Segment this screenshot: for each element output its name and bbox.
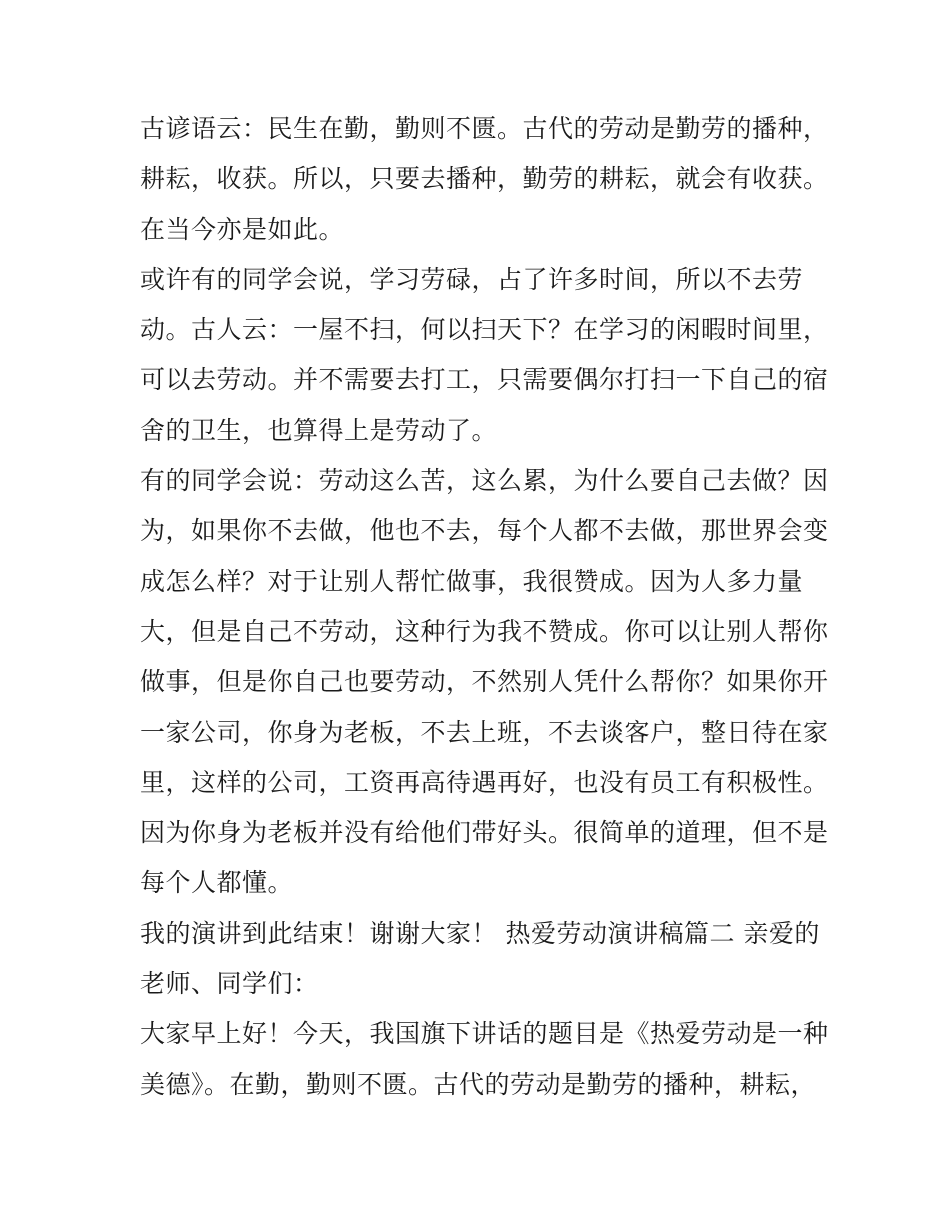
text-line: 耕耘，收获。所以，只要去播种，勤劳的耕耘，就会有收获。 — [140, 164, 829, 194]
text-line: 大家早上好！今天，我国旗下讲话的题目是《热爱劳动是一种 — [140, 1019, 829, 1049]
text-line: 美德》。在勤，勤则不匮。古代的劳动是勤劳的播种，耕耘， — [140, 1069, 817, 1099]
text-line: 为，如果你不去做，他也不去，每个人都不去做，那世界会变 — [140, 516, 829, 546]
text-line: 我的演讲到此结束！谢谢大家！ 热爱劳动演讲稿篇二 亲爱的 — [140, 918, 820, 948]
text-line: 或许有的同学会说，学习劳碌，占了许多时间，所以不去劳 — [140, 264, 804, 294]
text-line: 有的同学会说：劳动这么苦，这么累，为什么要自己去做？因 — [140, 466, 829, 496]
text-line: 在当今亦是如此。 — [140, 214, 345, 244]
text-line: 大，但是自己不劳动，这种行为我不赞成。你可以让别人帮你 — [140, 616, 829, 646]
text-line: 成怎么样？对于让别人帮忙做事，我很赞成。因为人多力量 — [140, 566, 804, 596]
text-line: 一家公司，你身为老板，不去上班，不去谈客户，整日待在家 — [140, 717, 829, 747]
text-line: 舍的卫生，也算得上是劳动了。 — [140, 415, 498, 445]
text-line: 每个人都懂。 — [140, 868, 294, 898]
text-line: 做事，但是你自己也要劳动，不然别人凭什么帮你？如果你开 — [140, 667, 829, 697]
text-line: 动。古人云：一屋不扫，何以扫天下？在学习的闲暇时间里， — [140, 315, 829, 345]
text-line: 可以去劳动。并不需要去打工，只需要偶尔打扫一下自己的宿 — [140, 365, 829, 395]
text-line: 因为你身为老板并没有给他们带好头。很简单的道理，但不是 — [140, 818, 829, 848]
document-body — [140, 104, 829, 1110]
text-line: 老师、同学们： — [140, 969, 319, 999]
text-line: 古谚语云：民生在勤，勤则不匮。古代的劳动是勤劳的播种， — [140, 114, 829, 143]
text-line: 里，这样的公司，工资再高待遇再好，也没有员工有积极性。 — [140, 767, 829, 797]
